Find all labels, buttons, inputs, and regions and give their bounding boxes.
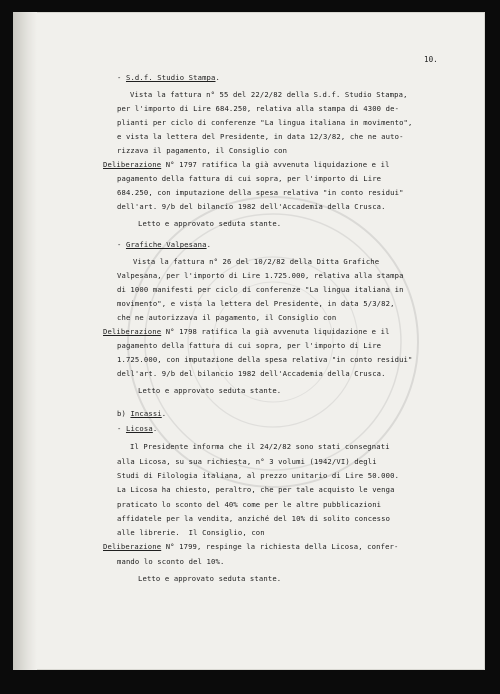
text-line: Il Presidente informa che il 24/2/82 sono stati consegnati [130,442,390,451]
text-line: 1.725.000, con imputazione della spesa relativa "in conto residui" [117,355,413,364]
document-page [13,12,485,670]
text-line: Deliberazione N° 1798 ratifica la già avvenuta liquidazione e il [103,327,390,336]
text-line: Letto e approvato seduta stante. [138,386,282,395]
text-line: praticato lo sconto del 40% come per le altre pubblicazioni [117,500,382,509]
text-line: - Licosa. [117,424,158,433]
page-number: 10. [424,55,438,64]
page-binding-shadow [13,12,37,670]
text-line: Deliberazione N° 1797 ratifica la già avvenuta liquidazione e il [103,160,390,169]
text-line: Studi di Filologia italiana, al prezzo unitario di Lire 50.000. [117,471,400,480]
text-line: alla Licosa, su sua richiesta, n° 3 volumi (1942/VI) degli [117,457,377,466]
text-line: Letto e approvato seduta stante. [138,574,282,583]
text-line: rizzava il pagamento, il Consiglio con [117,146,288,155]
text-line: pagamento della fattura di cui sopra, per l'importo di Lire [117,174,382,183]
text-line: che ne autorizzava il pagamento, il Consiglio con [117,313,337,322]
text-line: plianti per ciclo di conferenze "La lingua italiana in movimento", [117,118,413,127]
text-line: Deliberazione N° 1799, respinge la richiesta della Licosa, confer- [103,542,399,551]
text-line: Vista la fattura n° 26 del 10/2/82 della Ditta Grafiche [133,257,380,266]
text-line: di 1000 manifesti per ciclo di conferenze "La lingua italiana in [117,285,404,294]
text-line: La Licosa ha chiesto, peraltro, che per tale acquisto le venga [117,485,395,494]
text-line: Vista la fattura n° 55 del 22/2/82 della S.d.f. Studio Stampa, [130,90,408,99]
text-line: movimento", e vista la lettera del Presidente, in data 5/3/82, [117,299,395,308]
text-line: 684.250, con imputazione della spesa relativa "in conto residui" [117,188,404,197]
text-line: - Grafiche Valpesana. [117,240,212,249]
text-line: pagamento della fattura di cui sopra, per l'importo di Lire [117,341,382,350]
text-line: mando lo sconto del 10%. [117,557,225,566]
text-line: per l'importo di Lire 684.250, relativa alla stampa di 4300 de- [117,104,400,113]
text-line: e vista la lettera del Presidente, in data 12/3/82, che ne auto- [117,132,404,141]
text-line: Valpesana, per l'importo di Lire 1.725.000, relativa alla stampa [117,271,404,280]
text-line: Letto e approvato seduta stante. [138,219,282,228]
text-line: dell'art. 9/b del bilancio 1982 dell'Accademia della Crusca. [117,202,386,211]
text-line: dell'art. 9/b del bilancio 1982 dell'Accademia della Crusca. [117,369,386,378]
text-line: - S.d.f. Studio Stampa. [117,73,220,82]
text-line: alle librerie. Il Consiglio, con [117,528,265,537]
section-heading: b) Incassi. [117,409,167,418]
text-line: affidatele per la vendita, anziché del 10% di solito concesso [117,514,391,523]
